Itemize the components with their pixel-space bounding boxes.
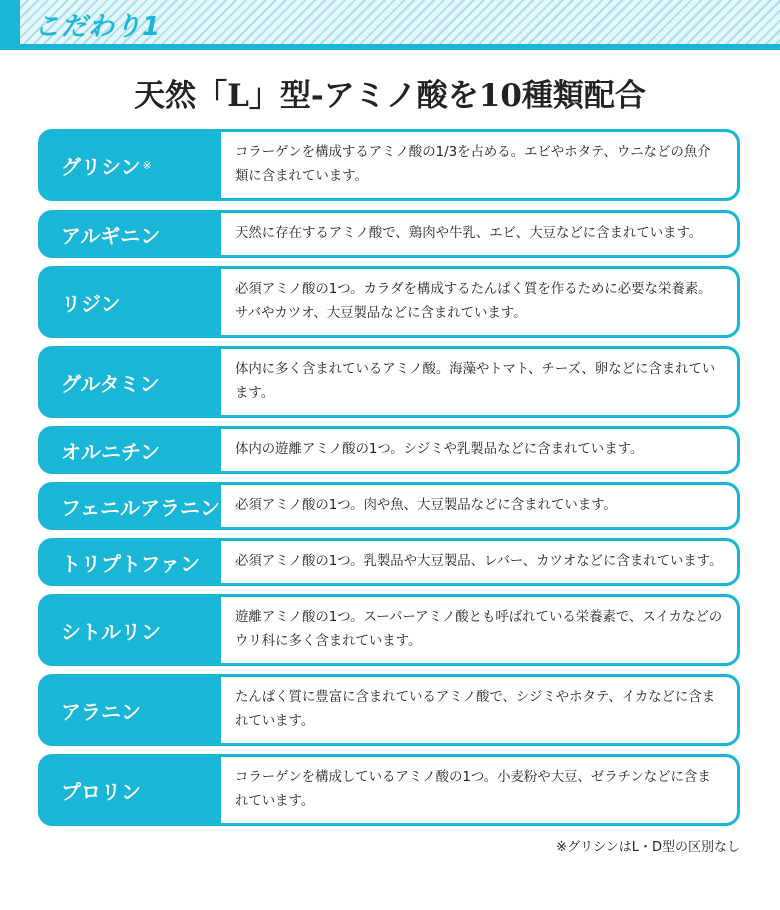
- amino-card: [38, 674, 740, 746]
- banner-title: こだわり1: [34, 12, 162, 42]
- amino-desc: 必須アミノ酸の1つ。カラダを構成するたんぱく質を作るために必要な栄養素。サバやカツオ、大豆製品などに含まれています。: [221, 269, 737, 335]
- amino-desc: 遊離アミノ酸の1つ。スーパーアミノ酸とも呼ばれている栄養素で、スイカなどのウリ科に多く含まれています。: [221, 597, 737, 663]
- banner-accent-bar: [0, 0, 20, 50]
- amino-card: [38, 266, 740, 338]
- amino-card: [38, 594, 740, 666]
- footnote: ※グリシンはL・D型の区別なし: [556, 840, 740, 855]
- amino-desc: たんぱく質に豊富に含まれているアミノ酸で、シジミやホタテ、イカなどに含まれています。: [221, 677, 737, 743]
- amino-name: [41, 132, 221, 198]
- amino-card: [38, 538, 740, 586]
- amino-card: [38, 346, 740, 418]
- amino-name: シトルリン: [61, 619, 161, 644]
- amino-desc: 必須アミノ酸の1つ。肉や魚、大豆製品などに含まれています。: [221, 485, 737, 527]
- footnote-mark: ※: [142, 158, 152, 172]
- amino-name: プロリン: [61, 779, 141, 804]
- amino-name: アラニン: [61, 699, 141, 724]
- amino-desc: 必須アミノ酸の1つ。乳製品や大豆製品、レバー、カツオなどに含まれています。: [221, 541, 737, 583]
- amino-name: オルニチン: [61, 439, 160, 464]
- amino-desc: コラーゲンを構成しているアミノ酸の1つ。小麦粉や大豆、ゼラチンなどに含まれています。: [221, 757, 737, 823]
- page-heading: 天然「L」型-アミノ酸を10種類配合: [134, 78, 646, 114]
- amino-card: [38, 426, 740, 474]
- amino-desc: コラーゲンを構成するアミノ酸の1/3を占める。エビやホタテ、ウニなどの魚介類に含まれています。: [221, 132, 737, 198]
- amino-name: リジン: [61, 291, 121, 316]
- amino-card: [38, 754, 740, 826]
- amino-card: [38, 482, 740, 530]
- amino-card: [38, 129, 740, 201]
- amino-desc: 天然に存在するアミノ酸で、鶏肉や牛乳、エビ、大豆などに含まれています。: [221, 213, 737, 255]
- banner-underline: [0, 44, 780, 50]
- amino-name: トリプトファン: [61, 551, 200, 576]
- amino-desc: 体内に多く含まれているアミノ酸。海藻やトマト、チーズ、卵などに含まれています。: [221, 349, 737, 415]
- amino-desc: 体内の遊離アミノ酸の1つ。シジミや乳製品などに含まれています。: [221, 429, 737, 471]
- amino-name-text: グリシン: [61, 154, 141, 179]
- amino-name: アルギニン: [61, 223, 161, 248]
- amino-name: フェニルアラニン: [61, 495, 220, 520]
- section-banner: [0, 0, 780, 50]
- amino-name: グルタミン: [61, 371, 160, 396]
- amino-card: [38, 210, 740, 258]
